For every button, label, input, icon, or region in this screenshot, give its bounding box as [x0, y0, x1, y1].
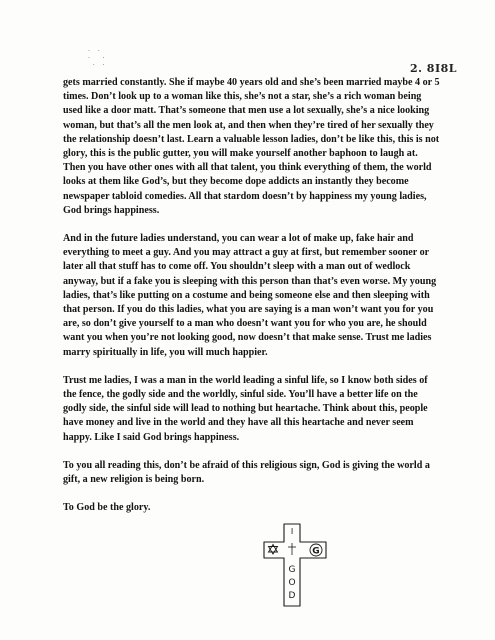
letter-body — [63, 76, 441, 515]
small-cross-icon — [288, 543, 296, 555]
cross-letter-o: O — [288, 578, 296, 588]
scan-specks: · · · · · · — [88, 48, 108, 69]
paragraph-1: gets married constantly. She if maybe 40 years old and she’s been married maybe 4 or 5 times. Don’t look up to a woman like this, she’s not a star, she’s a rich woman being used like a door matt. That’s someone that men use a lot sexually, she’s a nice looking woman, but that’s all the men look at, and then when they’re tired of her sexually they the relationship doesn’t last. Learn a valuable lesson ladies, don’t be like this, this is not glory, this is the public gutter, you will make yourself another baphoon to laugh at. Then you have other ones with all that talent, you think everything of them, the world looks at them like God’s, but they become dope addicts an instantly they become newspaper tabloid comedies. All that stardom doesn’t by happiness my young ladies, God brings happiness. — [63, 77, 440, 216]
cross-letter-d: D — [288, 591, 296, 601]
paragraph-4: To you all reading this, don’t be afraid of this religious sign, God is giving the world a gift, a new religion is being born. — [63, 459, 430, 486]
cross-letter-top: I — [290, 527, 294, 536]
page-number: 2. 8I8L — [409, 62, 457, 75]
paragraph-2: And in the future ladies understand, you can wear a lot of make up, fake hair and everything to meet a guy. And you may attract a guy at first, but remember sooner or later all that stuff has to come off. You shouldn’t sleep with a man out of wedlock anyway, but if a fake you is sleeping with this person than that’s even worse. My young ladies, that’s like putting on a costume and being someone else and then sleeping with that person. If you do this ladies, what you are saying is a man won’t want you for you are, so don’t give yourself to a man who doesn’t want you for who you are, he should want you when you’re not looking good, now doesn’t that make sense. Trust me ladies marry spiritually in life, you will much happier. — [63, 233, 437, 358]
cross-letter-right: G — [312, 546, 320, 557]
religious-cross-drawing — [262, 522, 330, 608]
star-of-david-icon — [269, 545, 278, 555]
paragraph-3: Trust me ladies, I was a man in the world leading a sinful life, so I know both sides of the fence, the godly side and the worldly, sinful side. You’ll have a better life on the godly side, the sinful side will lead to nothing but heartache. Think about this, people have money and live in the world and they have all this heartache and never seem happy. Like I said God brings happiness. — [63, 374, 428, 443]
cross-letter-g: G — [288, 565, 296, 575]
closing-line: To God be the glory. — [63, 502, 151, 514]
